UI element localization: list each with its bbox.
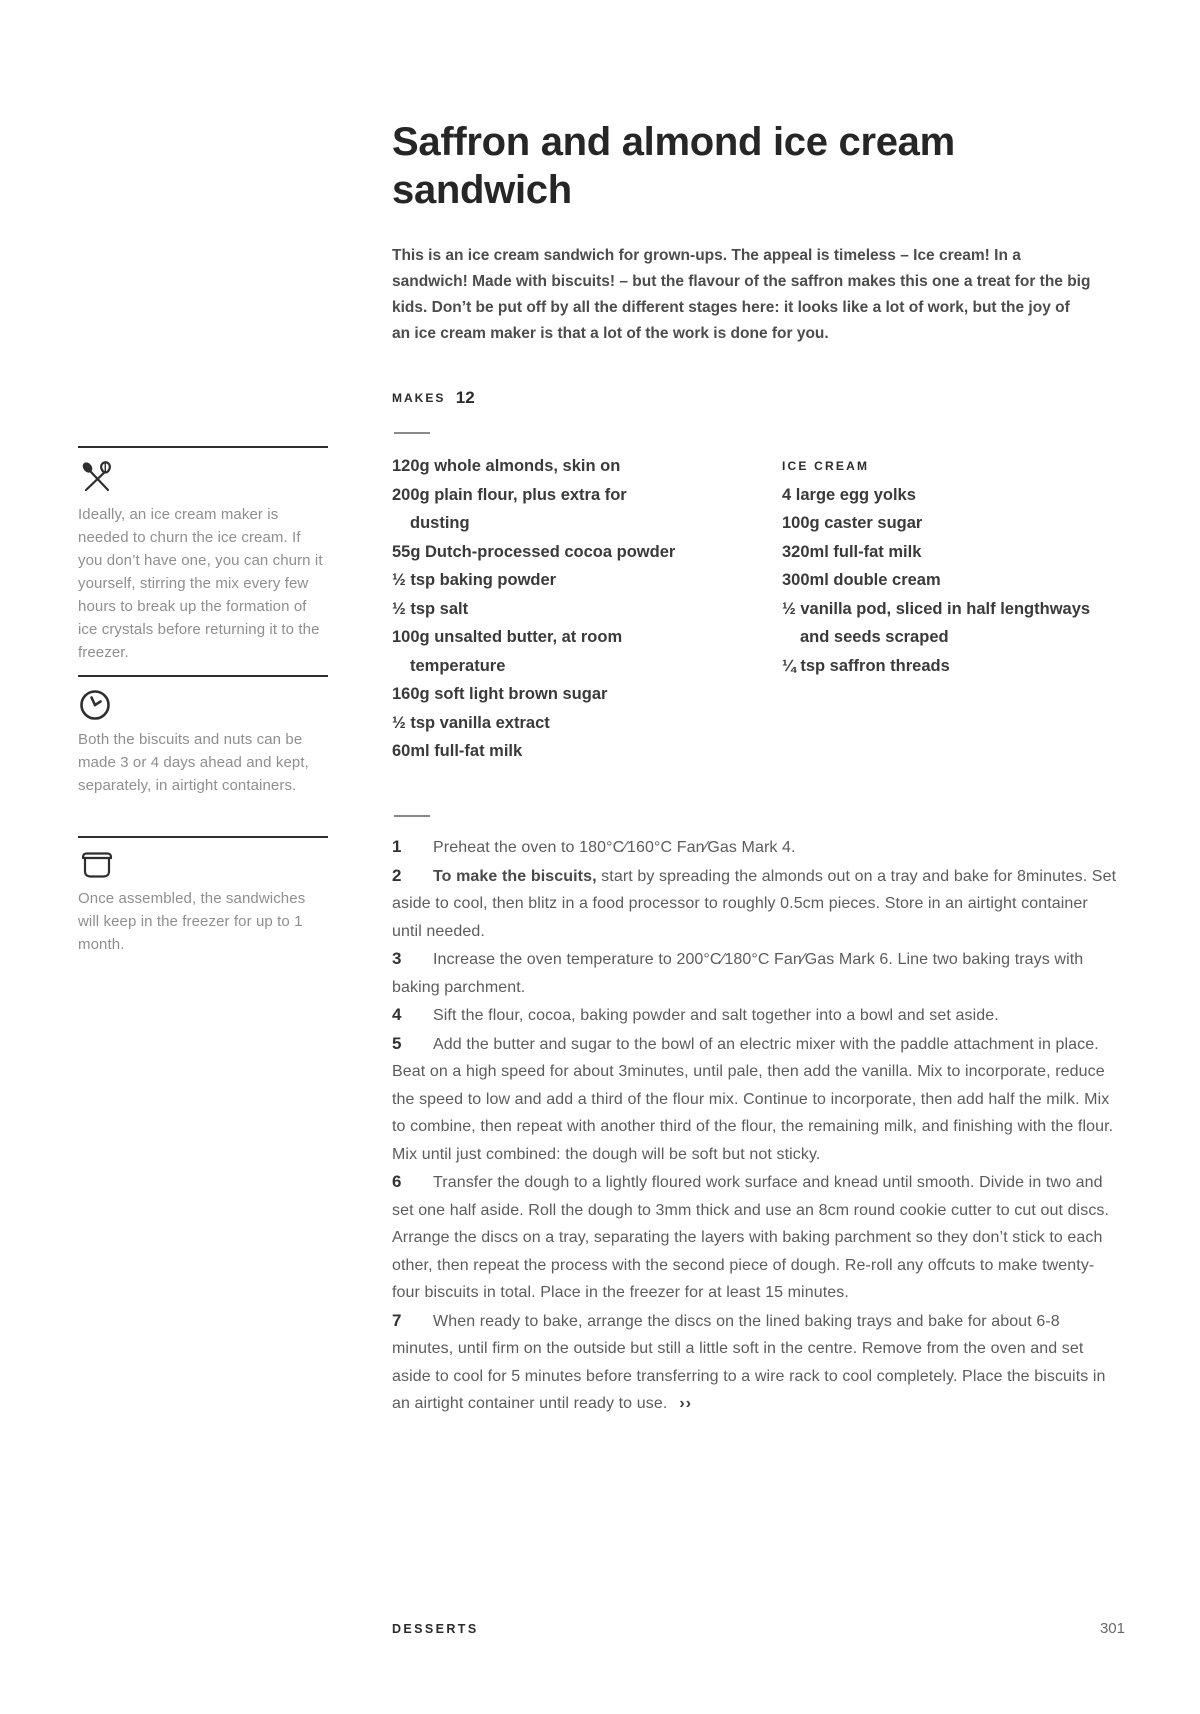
ingredient-item: 4 large egg yolks	[782, 485, 916, 504]
recipe-title: Saffron and almond ice cream sandwich	[392, 120, 955, 212]
ingredient-item: 300ml double cream	[782, 571, 941, 589]
step-number: 5	[392, 1033, 402, 1053]
ingredient-item: ¼ tsp saffron threads	[782, 656, 950, 675]
ingredient-item: 55g Dutch-processed cocoa powder	[392, 542, 676, 561]
note-storage	[78, 836, 328, 956]
step-text: Add the butter and sugar to the bowl of an electric mixer with the paddle attachment in place. Beat on a high speed for about 3minutes, until pale, then add the vanilla. Mix to incorporate, reduce the speed to low and add a third of the flour mix. Continue to incorporate, then add half the milk. Mix to combine, then repeat with another third of the flour, the remaining milk, and finishing with the flour. Mix until just combined: the dough will be soft but not sticky.	[392, 1035, 1114, 1163]
step-text: Increase the oven temperature to 200°C⁄180°C Fan⁄Gas Mark 6. Line two baking trays with baking parchment.	[392, 951, 1084, 996]
method-step	[392, 833, 1117, 862]
step-text: Transfer the dough to a lightly floured work surface and knead until smooth. Divide in two and set one half aside. Roll the dough to 3mm thick and use an 8cm round cookie cutter to cut out discs. Arrange the discs on a tray, separating the layers with baking parchment so they don’t stick to each other, then repeat the process with the second piece of dough. Re-roll any offcuts to make twenty-four biscuits in total. Place in the freezer for at least 15 minutes.	[392, 1174, 1110, 1301]
ingredient-item: 160g soft light brown sugar	[392, 685, 608, 703]
method-step	[392, 1001, 1117, 1030]
makes-value: 12	[455, 388, 475, 407]
note-make-ahead	[78, 675, 328, 797]
step-number: 1	[392, 837, 402, 856]
storage-container-icon	[78, 849, 328, 881]
page-number: 301	[1099, 1620, 1125, 1637]
makes-label: MAKES	[392, 391, 446, 405]
ingredient-item: ½ vanilla pod, sliced in half lengthways and seeds scraped	[782, 599, 1091, 646]
step-text: When ready to bake, arrange the discs on the lined baking trays and bake for about 6-8 minutes, until firm on the outside but still a little soft in the centre. Remove from the oven and set aside to cool for 5 minutes before transferring to a wire rack to cool completely. Place the biscuits in an airtight container until ready to use.	[392, 1312, 1106, 1412]
ingredient-item: ½ tsp salt	[392, 599, 469, 618]
step-number: 2	[392, 865, 402, 885]
ingredient-item: 320ml full-fat milk	[782, 542, 922, 561]
ingredient-item: 200g plain flour, plus extra for dusting	[392, 485, 627, 532]
ingredients-biscuits-list	[392, 452, 677, 766]
recipe-intro: This is an ice cream sandwich for grown-ups. The appeal is timeless – Ice cream! In a sandwich! Made with biscuits! – but the flavour of the saffron makes this one a treat for the big kids. Don’t be put off by all the different stages here: it looks like a lot of work, but the joy of an ice cream maker is that a lot of the work is done for you.	[392, 247, 1091, 342]
step-number: 7	[392, 1310, 402, 1330]
step-text: Preheat the oven to 180°C⁄160°C Fan⁄Gas Mark 4.	[433, 839, 796, 856]
section-label: DESSERTS	[392, 1622, 479, 1636]
note-text: Once assembled, the sandwiches will keep in the freezer for up to 1 month.	[78, 890, 306, 953]
clock-icon	[78, 688, 328, 722]
method-step	[392, 1307, 1117, 1418]
ingredients-ice-cream-list	[782, 481, 1112, 681]
continued-marker: ››	[679, 1395, 693, 1412]
note-text: Ideally, an ice cream maker is needed to churn the ice cream. If you don’t have one, you can churn it yourself, stirring the mix every few hours to break up the formation of ice crystals before returning it to the freezer.	[78, 506, 323, 661]
note-text: Both the biscuits and nuts can be made 3 or 4 days ahead and kept, separately, in airtight containers.	[78, 731, 309, 794]
note-equipment	[78, 446, 328, 664]
divider-method	[394, 815, 430, 817]
step-text: Sift the flour, cocoa, baking powder and salt together into a bowl and set aside.	[433, 1007, 999, 1024]
ingredient-item: 100g caster sugar	[782, 514, 923, 532]
step-number: 6	[392, 1172, 402, 1191]
divider-ingredients	[394, 432, 430, 434]
ingredient-item: 100g unsalted butter, at room temperature	[392, 628, 623, 675]
method-step: 2 To make the biscuits, start by spreading the almonds out on a tray and bake for 8minutes. Set aside to cool, then blitz in a food processor to roughly 0.5cm pieces. Store in an airtight container until needed.	[392, 862, 1117, 946]
ice-cream-heading: ICE CREAM	[782, 459, 870, 473]
page-footer	[392, 1620, 1125, 1637]
method-step	[392, 1168, 1117, 1307]
ingredients-ice-cream-group	[782, 452, 1112, 680]
ingredient-item: 120g whole almonds, skin on	[392, 457, 621, 475]
step-text: start by spreading the almonds out on a tray and bake for 8minutes. Set aside to cool, then blitz in a food processor to roughly 0.5cm pieces. Store in an airtight container until needed.	[392, 867, 1117, 940]
ingredient-item: ½ tsp vanilla extract	[392, 713, 550, 732]
method-step	[392, 1030, 1117, 1169]
method-section	[392, 815, 1117, 1418]
method-step	[392, 945, 1117, 1001]
ingredient-item: ½ tsp baking powder	[392, 571, 557, 589]
utensils-icon	[78, 459, 328, 497]
step-number: 4	[392, 1005, 402, 1024]
step-number: 3	[392, 949, 402, 968]
ingredient-item: 60ml full-fat milk	[392, 742, 523, 760]
makes-line	[392, 388, 475, 408]
